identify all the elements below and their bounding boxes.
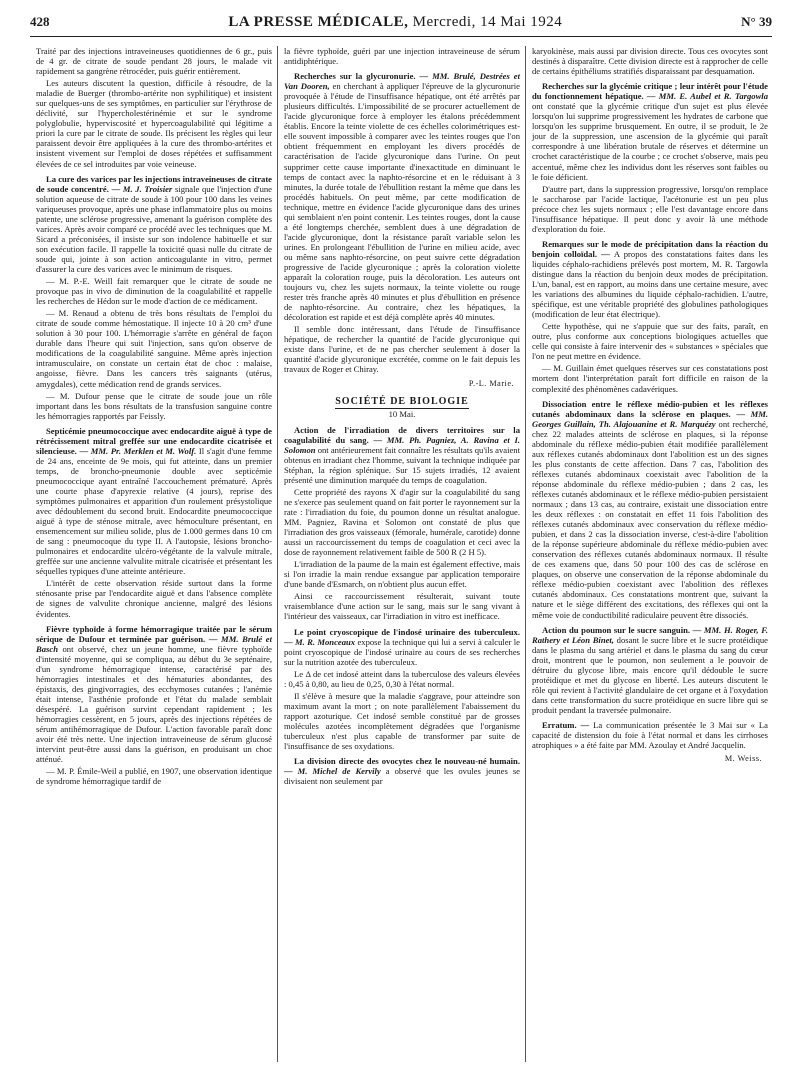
- article-authors: MM. Brulé et Basch: [36, 633, 272, 654]
- article-authors: M. Michel de Kervily: [297, 766, 381, 777]
- article-entry: [36, 624, 272, 765]
- article-title: Dissociation entre le réflexe médio-pubien et les réflexes cutanés abdominaux dans la sclérose en plaques. —: [532, 398, 768, 419]
- paragraph: — M. Guillain émet quelques réserves sur ces constatations post mortem dont l'interprétation paraît fort difficile en raison de la complexité des phénomènes cadavériques.: [532, 363, 768, 394]
- article-title: Action du poumon sur le sucre sanguin. —: [542, 624, 704, 635]
- paragraph: Cette propriété des rayons X d'agir sur la coagulabilité du sang ne s'exerce pas seulement quand on fait porter le rayonnement sur la rate : l'irradiation du foie, du poumon donne un résultat analogue. MM. Pagniez, Ravina et Solomon ont constaté de plus que l'irradiation des gros vaisseaux (fémorale, humérale, carotide) donne aussi un raccourcissement du temps de coagulation et ceci avec la dose de rayonnement relativement faible de 500 R (2 H 5).: [284, 486, 520, 558]
- column-middle: [284, 46, 520, 788]
- article-body: en cherchant à appliquer l'épreuve de la glycuronurie provoquée à l'étude de l'insuffisance hépatique, ont été arrêtés par plusieurs difficultés. L'impossibilité de se procurer actuellement de l'acide glycuronique force à employer les étalons précédemment établis. Encore la teinte violette de ces échelles colorimétriques est-elle souvent impossible à comparer avec les teintes rouges que l'on obtient fréquemment en employant les divers procédés de caractérisation de l'acide glycuronique dans l'urine. On peut supprimer cette cause importante d'inexactitude en diminuant le temps de contact avec la naphto-résorcine et en le réduisant à 3 minutes, la durée totale de l'ébullition restant la même que dans les procédés habituels. On peut même, par cette modification de technique, mettre en évidence l'acide glycuronique dans des urines qui semblaient n'en point contenir. Les teintes rouges, dont la cause a été longtemps cherchée, semblent dues à une dégradation de l'acide glycuronique, dont la résistance paraît variable selon les urines. En prolongeant l'ébullition de l'urine en milieu acide, avec ou même sans naphto-résorcine, on peut suivre cette dégradation progressive de l'acide glycuronique ; après la coloration violette apparaît la coloration rouge, puis la décoloration. Les auteurs ont toujours vu, chez les sujets normaux, la teinte violette ou rouge rester très franche après 40 minutes et plus d'ébullition en présence de naphto-résorcine. Au contraire, chez les hépatiques, la décoloration est rapide et est déjà complète après 40 minutes.: [284, 81, 521, 323]
- article-entry: [532, 625, 768, 715]
- journal-title: [228, 14, 562, 31]
- paragraph: — M. P.-E. Weill fait remarquer que le citrate de soude ne provoque pas in vivo de diminution de la coagulabilité et rappelle les recherches de Hédon sur le mode d'action de ce médicament.: [36, 276, 272, 307]
- article-title: La cure des varices par les injections intraveineuses de citrate de soude concentré. —: [36, 173, 272, 194]
- article-entry: [284, 627, 520, 667]
- article-title: Remarques sur le mode de précipitation dans la réaction du benjoin colloïdal. —: [532, 238, 768, 259]
- article-authors: MM. Brulé, Destrées et Van Dooren,: [284, 71, 520, 92]
- article-body: signale que l'injection d'une solution aqueuse de citrate de soude à 100 pour 100 dans les veines variqueuses provoque, après une phase inflammatoire plus ou moins patente, une sclérose progressive, amenant la guérison complète des varices. Après avoir comparé ce procédé avec les techniques que M. Sicard a préconisées, il insiste sur son indolence habituelle et sur son exécution facile. Il rappelle la toxicité quasi nulle du citrate de soude qui, jointe à son action anticoagulante in vitro, permet d'assurer la cure des varices avec le minimum de risques.: [36, 183, 272, 274]
- article-body: ont antérieurement fait connaître les résultats qu'ils avaient obtenus en irradiant chez l'homme, suivant la technique indiquée par Stéphan, la région splénique. Sur 15 sujets irradiés, 12 avaient présenté une diminution marquée du temps de coagulation.: [284, 444, 520, 485]
- article-body: ont constaté que la glycémie critique d'un sujet est plus élevée lorsqu'on lui supprime progressivement les hydrates de carbone que lorsqu'on les supprime brusquement. En outre, il se produit, le 2e jour de la suppression, une ascension de la glycémie qui paraît correspondre à une libération brutale de réserves et détermine un crochet caractéristique de la courbe ; ce crochet s'observe, mais peu accentué, même chez les individus dont les réserves sont faibles ou le foie déficient.: [532, 101, 768, 182]
- article-authors: MM. Pr. Merklen et M. Wolf.: [90, 445, 197, 456]
- article-title: Le point cryoscopique de l'indosé urinaire des tuberculeux. —: [284, 626, 520, 647]
- section-heading: [284, 397, 520, 407]
- paragraph: — M. Dufour pense que le citrate de soude joue un rôle important dans les bons résultats de la transfusion sanguine contre les hémorragies rapportés par Feissly.: [36, 390, 272, 421]
- article-title: La division directe des ovocytes chez le nouveau-né humain. —: [284, 756, 520, 777]
- article-body: a observé que les ovules jeunes se divisaient non seulement par: [284, 766, 520, 787]
- page-number: 428: [30, 14, 50, 29]
- journal-name: LA PRESSE MÉDICALE,: [228, 14, 409, 30]
- article-authors: M. J. Troisier: [122, 183, 173, 194]
- paragraph: — M. Renaud a obtenu de très bons résultats de l'emploi du citrate de soude comme hémostatique. Il injecte 10 à 20 cm³ d'une solution à 30 pour 100. L'hémorragie s'arrête en général de façon durable dans l'heure qui suit l'injection, sans qu'on observe de modifications de la coagulabilité sanguine. Même après injection intramusculaire, on constate un certain état de choc : malaise, angoisse, fièvre. Dans les cancers très saignants (utérus, amygdales), cette médication rend de grands services.: [36, 308, 272, 389]
- article-entry: [284, 71, 520, 322]
- article-entry: [284, 756, 520, 786]
- article-body: A propos des constatations faites dans les liquides céphalo-rachidiens prélevés post mortem, M. R. Targowla distingue dans la réaction du benjoin deux modes de précipitation. L'un, banal, est en rapport, au moins dans une certaine mesure, avec les variations des albumines du liquide céphalo-rachidien. L'autre, spécifique, est une véritable propriété des globulines pathologiques (modification de leur état électrique).: [532, 248, 769, 320]
- column-left: [36, 46, 272, 788]
- article-title: Septicémie pneumococcique avec endocardite aiguë à type de rétrécissement mitral greffée sur une endocardite cicatrisée et silencieuse. —: [36, 425, 272, 456]
- article-title: Fièvre typhoïde à forme hémorragique traitée par le sérum sérique de Dufour et terminée par guérison. —: [36, 623, 272, 644]
- column-divider: [277, 46, 278, 1062]
- article-title: Action de l'irradiation de divers territoires sur la coagulabilité du sang. —: [284, 424, 520, 445]
- article-body: ont observé, chez un jeune homme, une fièvre typhoïde d'intensité moyenne, qui se compliqua, au début du 3e septénaire, d'un syndrome hémorragique intense, caractérisé par des hémorragies intestinales et des hématuries abondantes, des épistaxis, des gingivorragies, des ecchymoses cutanées ; l'anémie était intense, l'asthénie profonde et l'état du malade semblait désespéré. La guérison survint cependant rapidement ; les hémorragies cessèrent, en 5 jours, après des injections répétées de sérum antihémorragique de Dufour. L'action favorable paraît donc avoir été très nette. Une injection intraveineuse de sérum glucosé intervint peut-être aussi dans la guérison, en produisant un choc atténué.: [36, 643, 272, 765]
- paragraph: Cette hypothèse, qui ne s'appuie que sur des faits, paraît, en outre, plus conforme aux conceptions biologiques actuelles que celle qui consiste à faire intervenir des « substances » spéciales que l'on ne peut mettre en évidence.: [532, 321, 768, 362]
- paragraph: la fièvre typhoïde, guéri par une injection intraveineuse de sérum antidiphtérique.: [284, 46, 520, 67]
- article-body: expose la technique qui lui a servi à calculer le point cryoscopique de l'indosé urinaire au cours de ses recherches sur la nutrition azotée des tuberculeux.: [284, 636, 520, 667]
- article-title: Recherches sur la glycémie critique ; leur intérêt pour l'étude du fonctionnement hépatique. —: [532, 81, 768, 102]
- paragraph: L'intérêt de cette observation réside surtout dans la forme sténosante prise par l'endocardite aiguë et dans l'absence complète de signes de valvulite chronique ancienne, malgré des lésions évidentes.: [36, 578, 272, 619]
- article-entry: [532, 720, 768, 750]
- column-right: [532, 46, 768, 766]
- author-signature: M. Weiss.: [724, 754, 762, 764]
- article-authors: MM. Georges Guillain, Th. Alajouanine et R. Marquézy: [532, 408, 768, 429]
- paragraph: Le Δ de cet indosé atteint dans la tuberculose des valeurs élevées : 0,45 à 0,80, au lieu de 0,25, 0,30 à l'état normal.: [284, 668, 520, 689]
- paragraph: Ainsi ce raccourcissement résulterait, suivant toute vraisemblance d'une action sur le sang, mais sur le sang vivant à l'intérieur des vaisseaux, car l'irradiation in vitro est inefficace.: [284, 591, 520, 622]
- article-body: La communication présentée le 3 Mai sur « La capacité de distension du foie à l'état normal et dans les cirrhoses atrophiques » a été faite par MM. Azoulay et André Jacquelin.: [532, 720, 768, 751]
- article-entry: [36, 426, 272, 577]
- paragraph: Il s'élève à mesure que la maladie s'aggrave, pour atteindre son maximum avant la mort ; on note parallèlement l'abaissement du rapport azoturique. Cet indosé semble constitué par de grosses molécules azotées incomplètement dégradées que l'organisme tuberculeux n'est plus capable de transformer par suite de l'insuffisance de ses oxydations.: [284, 690, 520, 752]
- session-date: 10 Mai.: [388, 408, 416, 419]
- article-authors: MM. H. Roger, F. Rathery et Léon Binet,: [532, 624, 768, 645]
- paragraph: L'irradiation de la paume de la main est également effective, mais si l'on irradie la main rendue exsangue par application temporaire d'une bande d'Esmarch, on n'obtient plus aucun effet.: [284, 559, 520, 590]
- page-header: [30, 14, 772, 37]
- article-entry: [36, 174, 272, 274]
- issue-date: Mercredi, 14 Mai 1924: [412, 14, 563, 30]
- issue-number: N° 39: [741, 14, 772, 29]
- article-authors: MM. Ph. Pagniez, A. Ravina et I. Solomon: [284, 434, 520, 455]
- article-body: Il s'agit d'une femme de 24 ans, enceinte de 9e mois, qui fut atteinte, dans un premier temps, de broncho-pneumonie double avec septicémie pneumococcique ayant entraîné l'accouchement prématuré. Après une courte phase d'apyrexie relative (4 jours), reprise des symptômes pulmonaires et apparition d'un roulement présystolique avec dédoublement du second bruit. Endocardite pneumococcique aiguë à type de sténose mitrale, avec hémoculture présentant, en ensemencement sur milieu solide, plus de 1.000 germes dans 10 cm de sang : pneumocoque du type II. A l'autopsie, lésions broncho-pulmonaires et endocardite ulcéro-végétante de la valvule mitrale, greffée sur une ancienne valvulite mitrale cicatrisée et présentant les séquelles typiques d'une atteinte antérieure.: [36, 445, 272, 577]
- paragraph: Traité par des injections intraveineuses quotidiennes de 6 gr., puis de 4 gr. de citrate de soude pendant 28 jours, le malade vit rapidement sa gangrène rétrocéder, puis guérir entièrement.: [36, 46, 272, 77]
- article-entry: [284, 425, 520, 485]
- paragraph: D'autre part, dans la suppression progressive, lorsqu'on remplace le saccharose par l'acide lactique, l'acétonurie est un peu plus précoce chez les sujets normaux ; elle l'est davantage encore dans l'insuffisance hépatique. Il peut donc y avoir là une méthode d'exploration du foie.: [532, 183, 768, 234]
- column-divider: [525, 46, 526, 1062]
- paragraph: karyokinèse, mais aussi par division directe. Tous ces ovocytes sont destinés à disparaître. Cette division directe est à rapprocher de celle de certains épithéliums stratifiés disparaissant par desquamation.: [532, 46, 768, 77]
- article-authors: M. R. Monceaux: [294, 636, 356, 647]
- article-entry: [532, 81, 768, 181]
- article-entry: [532, 399, 768, 620]
- article-authors: MM. E. Aubel et R. Targowla: [658, 91, 768, 102]
- author-signature: P.-L. Marie.: [468, 378, 514, 388]
- paragraph: Il semble donc intéressant, dans l'étude de l'insuffisance hépatique, de rechercher la quantité de l'acide glycuronique qui existe dans l'urine, et de ne pas chercher seulement à doser la quantité d'acide glycuronique excrétée, comme on le fait depuis les travaux de Roger et Chiray.: [284, 324, 520, 375]
- article-body: dosant le sucre libre et le sucre protéidique dans le plasma du sang artériel et dans le plasma du sang du cœur droit, montrent que le poumon, non seulement a le pouvoir de détruire du glycose libre, mais encore qu'il dédouble le sucre protéidique et met du glycose en liberté. Les auteurs discutent le rôle qui revient à l'activité glandulaire de cet organe et à l'oxydation dans cette transformation du sucre protéidique en sucre libre qui se produit pendant la traversée pulmonaire.: [532, 634, 768, 715]
- article-body: ont recherché, chez 22 malades atteints de sclérose en plaques, si la réponse abdominale du réflexe médio-pubien était modifiée parallèlement aux réflexes cutanés abdominaux dont l'abolition est un des signes les plus constants de cette affection. Dans 7 cas, l'abolition des réflexes cutanés abdominaux coexistait avec l'abolition de la réponse abdominale du réflexe médio-pubien ; dans 2 cas, les réflexes cutanés abdominaux et le réflexe médio-pubien persistaient normaux ; dans 13 cas, au contraire, existait une dissociation entre les deux réflexes : on constatait en effet 11 fois l'abolition des réflexes cutanés abdominaux avec conservation du réflexe médio-pubien, et dans 2 cas la dissociation inverse, c'est-à-dire l'abolition de la réponse supérieure abdominale du réflexe médio-pubien avec conservation des réflexes cutanés abdominaux normaux. Il résulte de ces examens que, dans 50 pour 100 des cas de sclérose en plaques, on observe une conservation de la réponse abdominale du réflexe médio-pubien coexistant avec l'abolition des réflexes cutanés abdominaux. Ces constatations montrent que, suivant la nature et le siège différent des excitations, des réflexes qui ont la même voie de conductibilité radiculaire peuvent être dissociés.: [532, 418, 768, 620]
- section-heading-text: SOCIÉTÉ DE BIOLOGIE: [335, 395, 469, 407]
- paragraph: — M. P. Émile-Weil a publié, en 1907, une observation identique de syndrome hémorragique tardif de: [36, 766, 272, 787]
- article-title: Recherches sur la glycuronurie. —: [294, 71, 433, 82]
- article-title: Erratum. —: [542, 720, 594, 730]
- paragraph: Les auteurs discutent la question, difficile à résoudre, de la maladie de Buerger (thrombo-artérite non syphilitique) et insistent sur quelques-uns de ses symptômes, en particulier sur l'érythrose de déclivité, sur l'hypercholestérinémie et sur le syndrome polyglobulie, hyperviscosité et hypercoagulabilité qui légitime a priori la cure par le citrate de soude. Ils précisent les règles qui leur paraissent devoir être appliquées à la cure des thrombo-artérites et insistent vivement sur l'emploi de doses répétées et suffisamment élevées de ce sel introduites par voie veineuse.: [36, 78, 272, 169]
- article-entry: [532, 239, 768, 319]
